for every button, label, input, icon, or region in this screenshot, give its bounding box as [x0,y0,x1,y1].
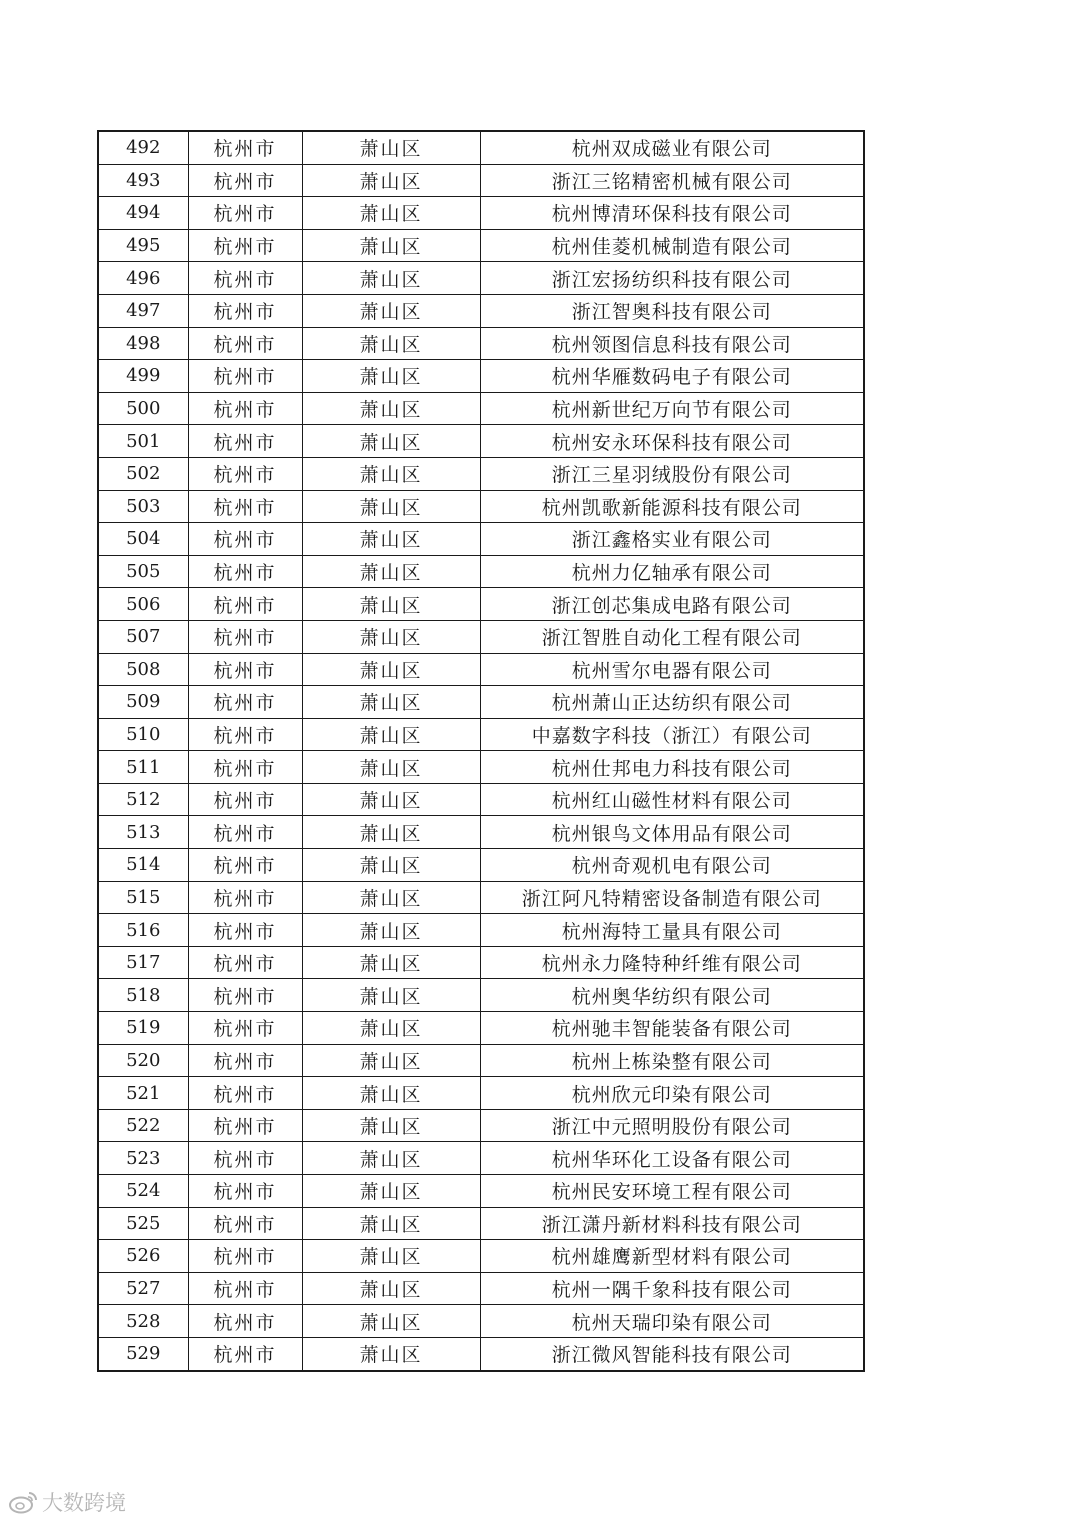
city-cell: 杭州市 [188,1142,302,1175]
city-cell: 杭州市 [188,946,302,979]
company-name-cell: 杭州红山磁性材料有限公司 [480,783,864,816]
company-name-cell: 中嘉数字科技（浙江）有限公司 [480,718,864,751]
row-number-cell: 513 [98,816,188,849]
company-name-cell: 杭州上栋染整有限公司 [480,1044,864,1077]
city-cell: 杭州市 [188,816,302,849]
city-cell: 杭州市 [188,653,302,686]
city-cell: 杭州市 [188,881,302,914]
table-row [98,588,864,621]
table-row [98,686,864,719]
company-name-cell: 杭州雪尔电器有限公司 [480,653,864,686]
company-name-cell: 杭州奇观机电有限公司 [480,849,864,882]
table-row [98,1044,864,1077]
row-number-cell: 494 [98,197,188,230]
city-cell: 杭州市 [188,262,302,295]
city-cell: 杭州市 [188,131,302,164]
city-cell: 杭州市 [188,523,302,556]
company-name-cell: 浙江宏扬纺织科技有限公司 [480,262,864,295]
district-cell: 萧山区 [302,653,480,686]
city-cell: 杭州市 [188,1240,302,1273]
table-row [98,131,864,164]
row-number-cell: 504 [98,523,188,556]
row-number-cell: 514 [98,849,188,882]
district-cell: 萧山区 [302,555,480,588]
district-cell: 萧山区 [302,327,480,360]
city-cell: 杭州市 [188,914,302,947]
row-number-cell: 512 [98,783,188,816]
city-cell: 杭州市 [188,979,302,1012]
table-row [98,1175,864,1208]
company-name-cell: 杭州欣元印染有限公司 [480,1077,864,1110]
district-cell: 萧山区 [302,1337,480,1370]
row-number-cell: 527 [98,1272,188,1305]
row-number-cell: 497 [98,294,188,327]
table-row [98,783,864,816]
city-cell: 杭州市 [188,718,302,751]
row-number-cell: 508 [98,653,188,686]
city-cell: 杭州市 [188,751,302,784]
company-name-cell: 浙江智奥科技有限公司 [480,294,864,327]
district-cell: 萧山区 [302,490,480,523]
company-name-cell: 杭州银鸟文体用品有限公司 [480,816,864,849]
district-cell: 萧山区 [302,523,480,556]
row-number-cell: 500 [98,392,188,425]
table-row [98,327,864,360]
city-cell: 杭州市 [188,1305,302,1338]
district-cell: 萧山区 [302,1207,480,1240]
table-row [98,294,864,327]
company-name-cell: 杭州海特工量具有限公司 [480,914,864,947]
table-row [98,392,864,425]
row-number-cell: 502 [98,457,188,490]
table-row [98,425,864,458]
district-cell: 萧山区 [302,816,480,849]
city-cell: 杭州市 [188,229,302,262]
table-row [98,1337,864,1370]
company-name-cell: 浙江潇丹新材料科技有限公司 [480,1207,864,1240]
table-row [98,946,864,979]
company-name-cell: 杭州双成磁业有限公司 [480,131,864,164]
company-name-cell: 杭州雄鹰新型材料有限公司 [480,1240,864,1273]
district-cell: 萧山区 [302,262,480,295]
row-number-cell: 519 [98,1012,188,1045]
table-row [98,523,864,556]
row-number-cell: 493 [98,164,188,197]
district-cell: 萧山区 [302,1142,480,1175]
table-row [98,457,864,490]
row-number-cell: 521 [98,1077,188,1110]
row-number-cell: 506 [98,588,188,621]
district-cell: 萧山区 [302,164,480,197]
company-name-cell: 浙江三铭精密机械有限公司 [480,164,864,197]
company-name-cell: 浙江三星羽绒股份有限公司 [480,457,864,490]
city-cell: 杭州市 [188,197,302,230]
district-cell: 萧山区 [302,751,480,784]
row-number-cell: 524 [98,1175,188,1208]
company-name-cell: 浙江智胜自动化工程有限公司 [480,620,864,653]
table-row [98,1272,864,1305]
company-list-table [97,130,865,1372]
city-cell: 杭州市 [188,1012,302,1045]
table-row [98,360,864,393]
row-number-cell: 528 [98,1305,188,1338]
row-number-cell: 499 [98,360,188,393]
city-cell: 杭州市 [188,1044,302,1077]
table-row [98,1207,864,1240]
table-row [98,555,864,588]
row-number-cell: 507 [98,620,188,653]
district-cell: 萧山区 [302,1175,480,1208]
row-number-cell: 526 [98,1240,188,1273]
company-name-cell: 杭州华雁数码电子有限公司 [480,360,864,393]
district-cell: 萧山区 [302,914,480,947]
company-name-cell: 杭州佳菱机械制造有限公司 [480,229,864,262]
row-number-cell: 529 [98,1337,188,1370]
row-number-cell: 498 [98,327,188,360]
row-number-cell: 510 [98,718,188,751]
company-name-cell: 杭州领图信息科技有限公司 [480,327,864,360]
row-number-cell: 515 [98,881,188,914]
company-name-cell: 浙江阿凡特精密设备制造有限公司 [480,881,864,914]
row-number-cell: 525 [98,1207,188,1240]
district-cell: 萧山区 [302,229,480,262]
row-number-cell: 496 [98,262,188,295]
city-cell: 杭州市 [188,1109,302,1142]
city-cell: 杭州市 [188,1337,302,1370]
row-number-cell: 511 [98,751,188,784]
table-row [98,1240,864,1273]
company-name-cell: 杭州一隅千象科技有限公司 [480,1272,864,1305]
city-cell: 杭州市 [188,686,302,719]
district-cell: 萧山区 [302,131,480,164]
table-row [98,881,864,914]
company-name-cell: 杭州天瑞印染有限公司 [480,1305,864,1338]
company-name-cell: 杭州力亿轴承有限公司 [480,555,864,588]
row-number-cell: 517 [98,946,188,979]
city-cell: 杭州市 [188,783,302,816]
company-name-cell: 杭州华环化工设备有限公司 [480,1142,864,1175]
district-cell: 萧山区 [302,588,480,621]
district-cell: 萧山区 [302,197,480,230]
city-cell: 杭州市 [188,1207,302,1240]
row-number-cell: 523 [98,1142,188,1175]
city-cell: 杭州市 [188,327,302,360]
table-row [98,490,864,523]
city-cell: 杭州市 [188,1272,302,1305]
row-number-cell: 522 [98,1109,188,1142]
table-row [98,751,864,784]
city-cell: 杭州市 [188,620,302,653]
table-row [98,653,864,686]
table-row [98,1012,864,1045]
row-number-cell: 503 [98,490,188,523]
district-cell: 萧山区 [302,881,480,914]
district-cell: 萧山区 [302,1044,480,1077]
company-name-cell: 杭州驰丰智能装备有限公司 [480,1012,864,1045]
company-name-cell: 杭州萧山正达纺织有限公司 [480,686,864,719]
table-row [98,262,864,295]
company-name-cell: 浙江创芯集成电路有限公司 [480,588,864,621]
company-name-cell: 杭州安永环保科技有限公司 [480,425,864,458]
company-name-cell: 浙江微风智能科技有限公司 [480,1337,864,1370]
district-cell: 萧山区 [302,1077,480,1110]
city-cell: 杭州市 [188,1077,302,1110]
table-row [98,229,864,262]
company-name-cell: 浙江中元照明股份有限公司 [480,1109,864,1142]
district-cell: 萧山区 [302,1272,480,1305]
row-number-cell: 509 [98,686,188,719]
table-row [98,1305,864,1338]
table-row [98,979,864,1012]
watermark-text: 大数跨境 [42,1491,126,1515]
district-cell: 萧山区 [302,1240,480,1273]
weibo-logo-icon [8,1490,38,1514]
row-number-cell: 516 [98,914,188,947]
district-cell: 萧山区 [302,425,480,458]
company-name-cell: 杭州博清环保科技有限公司 [480,197,864,230]
row-number-cell: 492 [98,131,188,164]
city-cell: 杭州市 [188,588,302,621]
company-name-cell: 浙江鑫格实业有限公司 [480,523,864,556]
company-list-body [98,131,864,1371]
row-number-cell: 495 [98,229,188,262]
district-cell: 萧山区 [302,457,480,490]
table-row [98,197,864,230]
table-row [98,620,864,653]
city-cell: 杭州市 [188,849,302,882]
table-row [98,164,864,197]
district-cell: 萧山区 [302,1305,480,1338]
company-name-cell: 杭州奥华纺织有限公司 [480,979,864,1012]
company-name-cell: 杭州新世纪万向节有限公司 [480,392,864,425]
district-cell: 萧山区 [302,946,480,979]
city-cell: 杭州市 [188,360,302,393]
city-cell: 杭州市 [188,490,302,523]
company-name-cell: 杭州永力隆特种纤维有限公司 [480,946,864,979]
district-cell: 萧山区 [302,686,480,719]
table-row [98,816,864,849]
district-cell: 萧山区 [302,620,480,653]
company-name-cell: 杭州仕邦电力科技有限公司 [480,751,864,784]
table-row [98,718,864,751]
row-number-cell: 505 [98,555,188,588]
district-cell: 萧山区 [302,718,480,751]
table-row [98,1109,864,1142]
district-cell: 萧山区 [302,849,480,882]
row-number-cell: 501 [98,425,188,458]
table-row [98,849,864,882]
city-cell: 杭州市 [188,294,302,327]
district-cell: 萧山区 [302,360,480,393]
district-cell: 萧山区 [302,392,480,425]
table-row [98,914,864,947]
table-row [98,1077,864,1110]
city-cell: 杭州市 [188,457,302,490]
district-cell: 萧山区 [302,294,480,327]
row-number-cell: 520 [98,1044,188,1077]
city-cell: 杭州市 [188,555,302,588]
table-row [98,1142,864,1175]
district-cell: 萧山区 [302,783,480,816]
district-cell: 萧山区 [302,1012,480,1045]
company-name-cell: 杭州民安环境工程有限公司 [480,1175,864,1208]
watermark [8,1487,126,1517]
city-cell: 杭州市 [188,164,302,197]
city-cell: 杭州市 [188,392,302,425]
city-cell: 杭州市 [188,1175,302,1208]
company-name-cell: 杭州凯歌新能源科技有限公司 [480,490,864,523]
district-cell: 萧山区 [302,1109,480,1142]
row-number-cell: 518 [98,979,188,1012]
district-cell: 萧山区 [302,979,480,1012]
city-cell: 杭州市 [188,425,302,458]
